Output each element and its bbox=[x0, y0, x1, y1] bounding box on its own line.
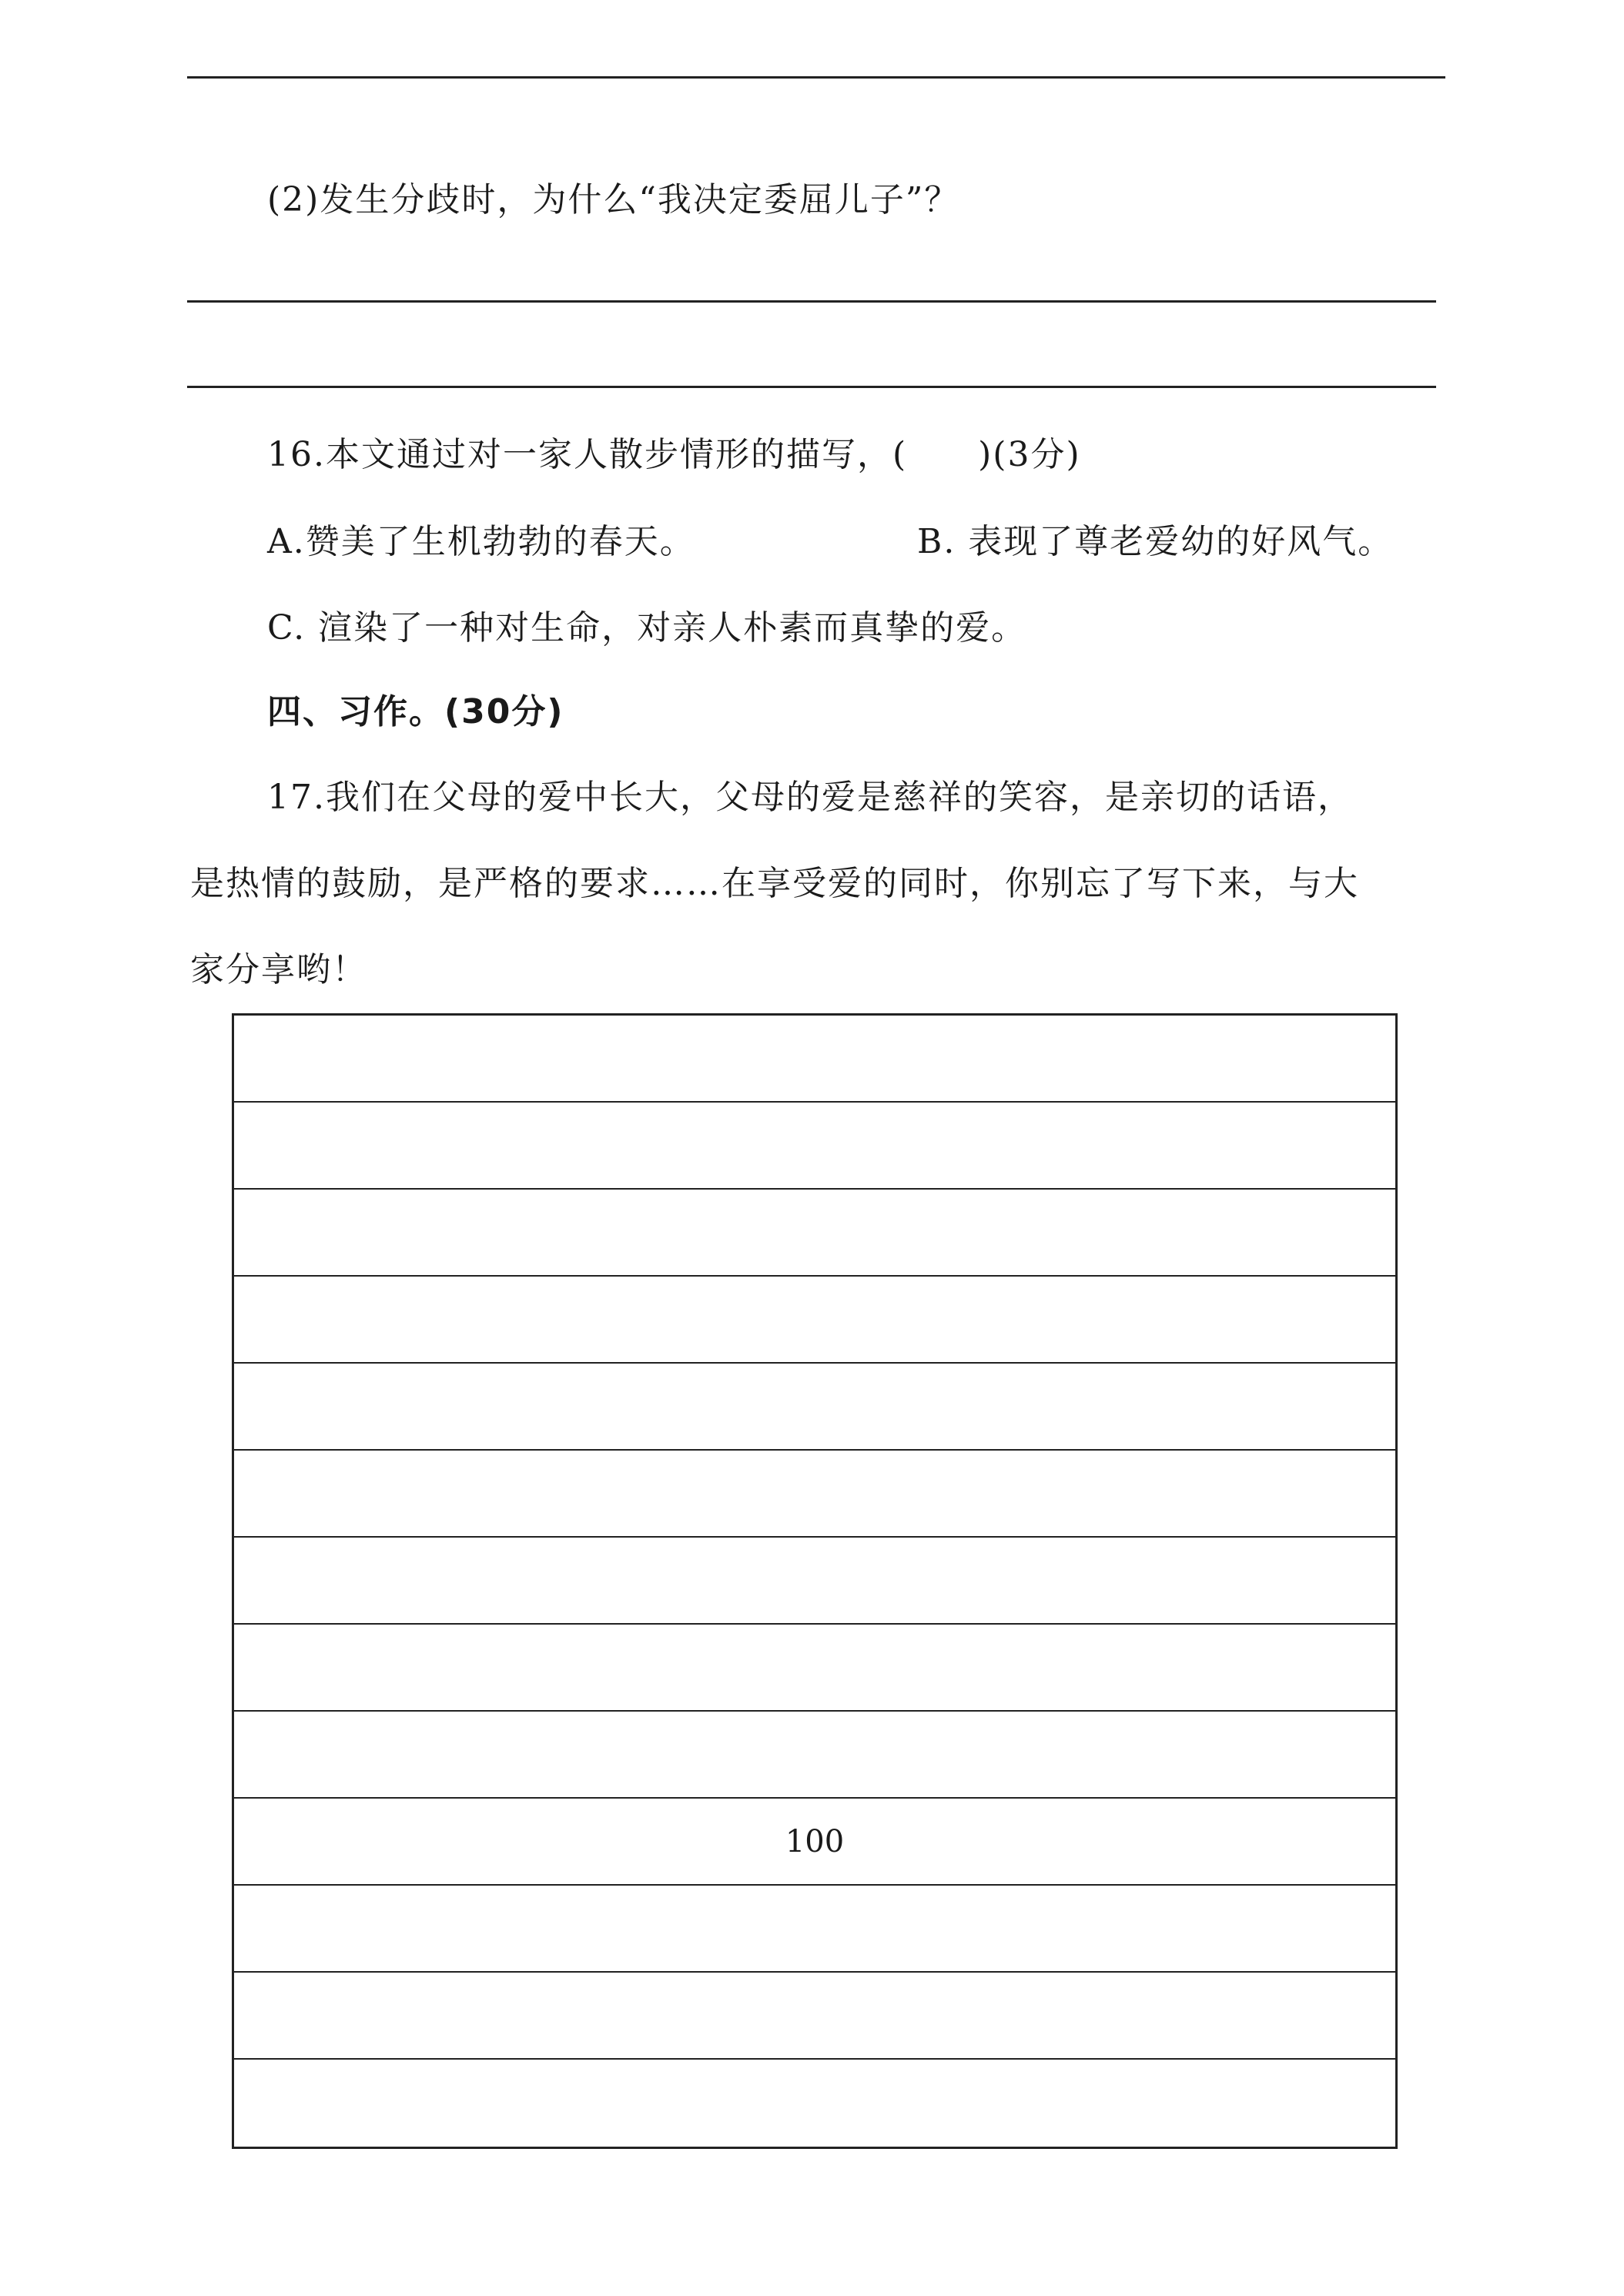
question-17-line-1: 17.我们在父母的爱中长大，父母的爱是慈祥的笑容，是亲切的话语， bbox=[267, 778, 1353, 817]
essay-row[interactable] bbox=[234, 1190, 1395, 1277]
essay-row-100-marker[interactable]: 100 bbox=[234, 1799, 1395, 1886]
question-16-option-a: A.赞美了生机勃勃的春天。 bbox=[267, 522, 695, 561]
answer-line-2 bbox=[187, 386, 1436, 388]
answer-line-top bbox=[187, 76, 1445, 79]
answer-line-1 bbox=[187, 300, 1436, 303]
essay-row[interactable] bbox=[234, 1451, 1395, 1538]
question-16-option-b: B. 表现了尊老爱幼的好风气。 bbox=[917, 522, 1394, 561]
essay-row[interactable] bbox=[234, 1712, 1395, 1799]
essay-row[interactable] bbox=[234, 1538, 1395, 1625]
essay-row[interactable] bbox=[234, 1886, 1395, 1973]
essay-row[interactable] bbox=[234, 1277, 1395, 1364]
essay-row[interactable] bbox=[234, 2060, 1395, 2147]
essay-row[interactable] bbox=[234, 1016, 1395, 1103]
essay-row[interactable] bbox=[234, 1103, 1395, 1190]
essay-row[interactable] bbox=[234, 1625, 1395, 1712]
question-17-line-3: 家分享哟！ bbox=[190, 950, 367, 989]
question-16-option-c: C. 渲染了一种对生命，对亲人朴素而真挚的爱。 bbox=[267, 608, 1027, 648]
essay-row[interactable] bbox=[234, 1973, 1395, 2060]
essay-row[interactable] bbox=[234, 1364, 1395, 1451]
question-17-line-2: 是热情的鼓励，是严格的要求……在享受爱的同时，你别忘了写下来，与大 bbox=[190, 864, 1359, 903]
question-16-stem: 16.本文通过对一家人散步情形的描写，( )(3分) bbox=[267, 435, 1081, 474]
question-15-2: (2)发生分歧时，为什么“我决定委屈儿子”？ bbox=[267, 180, 960, 219]
section-4-heading: 四、习作。(30分) bbox=[267, 692, 564, 731]
essay-grid bbox=[232, 1013, 1398, 2149]
